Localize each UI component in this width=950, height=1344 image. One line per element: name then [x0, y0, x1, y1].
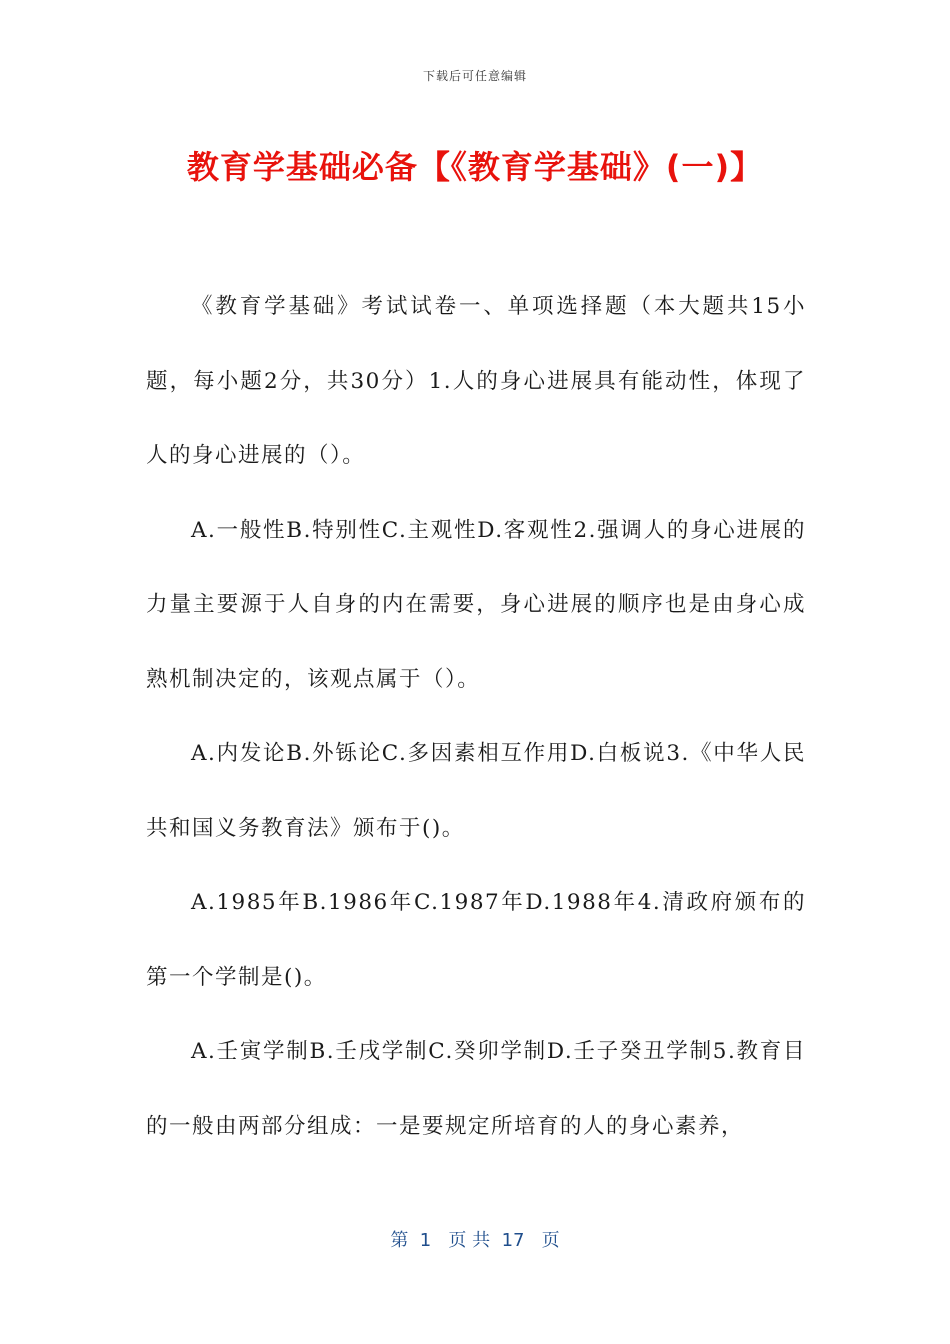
- header-note: 下载后可任意编辑: [422, 69, 527, 83]
- paragraph-2: A.一般性B.特别性C.主观性D.客观性2.强调人的身心进展的力量主要源于人自身的内在需要，身心进展的顺序也是由身心成熟机制决定的，该观点属于（）。: [146, 517, 806, 692]
- document-body: [146, 270, 806, 1164]
- paragraph-1: 《教育学基础》考试试卷一、单项选择题（本大题共15小题，每小题2分，共30分）1.人的身心进展具有能动性，体现了人的身心进展的（）。: [146, 294, 806, 468]
- paragraph-4: A.1985年B.1986年C.1987年D.1988年4.清政府颁布的第一个学制是()。: [146, 890, 806, 990]
- document-title: 教育学基础必备【《教育学基础》(一)】: [186, 148, 764, 186]
- paragraph-5: A.壬寅学制B.壬戌学制C.癸卯学制D.壬子癸丑学制5.教育目的一般由两部分组成：一是要规定所培育的人的身心素养，: [146, 1039, 806, 1139]
- paragraph-3: A.内发论B.外铄论C.多因素相互作用D.白板说3.《中华人民共和国义务教育法》颁布于()。: [146, 741, 806, 841]
- page-footer: 第 1 页 共 17 页: [390, 1230, 560, 1251]
